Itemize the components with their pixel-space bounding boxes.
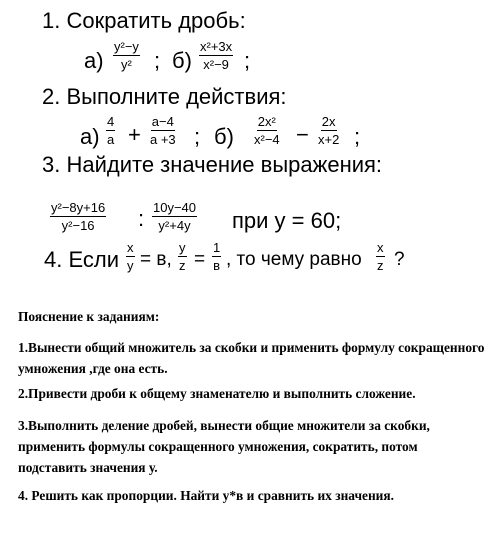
task4-prefix: 4. Если (44, 247, 120, 272)
task2-fraction-4 (318, 114, 339, 147)
task3-fraction-2 (152, 200, 197, 233)
fraction-numerator: x²+3x (200, 39, 233, 54)
fraction-denominator: x+2 (318, 132, 340, 147)
fraction-denominator: в (213, 258, 221, 273)
explanation-item-2: 2.Привести дроби к общему знаменателю и выполнить сложение. (18, 386, 416, 401)
task4-eq2: = (194, 249, 206, 270)
fraction-denominator: z (179, 258, 186, 273)
task1-title: 1. Сократить дробь: (42, 8, 246, 33)
task4-fraction-3 (212, 240, 221, 273)
task4-fraction-1 (126, 240, 135, 273)
explanation-item-1: 1.Вынести общий множитель за скобки и применить формулу сокращенного умножения ,где она есть. (18, 340, 485, 376)
explanation-item-3: 3.Выполнить деление дробей, вынести общие множители за скобки, применить формулы сокращенного умножения, сократить, потом подставить значения у. (18, 418, 430, 475)
task2-fraction-2 (150, 114, 176, 147)
fraction-denominator: a (107, 132, 115, 147)
task2-fraction-1 (106, 114, 115, 147)
task1-fraction-a (113, 39, 140, 72)
task2-end: ; (354, 124, 361, 149)
task1-fraction-b (199, 39, 233, 72)
fraction-denominator: y² (121, 57, 132, 72)
fraction-numerator: x (377, 240, 384, 255)
task2-title: 2. Выполните действия: (42, 84, 287, 109)
task4-eq1: = в, (140, 249, 172, 270)
task4-mid: , то чему равно (226, 249, 362, 270)
task3-fraction-1 (50, 200, 106, 233)
fraction-denominator: x²−4 (254, 132, 280, 147)
fraction-numerator: y²−y (114, 39, 139, 54)
plus-sign: + (128, 122, 141, 147)
fraction-numerator: 2x² (257, 114, 276, 129)
division-sign: : (138, 206, 145, 231)
fraction-numerator: y (179, 240, 186, 255)
fraction-numerator: 10y−40 (153, 200, 197, 215)
fraction-denominator: y (127, 258, 134, 273)
fraction-numerator: 1 (213, 240, 221, 255)
fraction-denominator: y²−16 (61, 218, 95, 233)
fraction-denominator: y²+4y (158, 218, 191, 233)
fraction-denominator: z (377, 258, 384, 273)
fraction-numerator: a−4 (151, 114, 174, 129)
fraction-denominator: x²−9 (203, 57, 229, 72)
task1-end: ; (244, 48, 251, 73)
minus-sign: − (296, 122, 309, 147)
task2-fraction-3 (254, 114, 280, 147)
task2-a-label: а) (80, 124, 100, 149)
fraction-numerator: y²−8y+16 (51, 200, 106, 215)
task3-title: 3. Найдите значение выражения: (42, 152, 383, 177)
task4-fraction-4 (376, 240, 385, 273)
explanation-item-4: 4. Решить как пропорции. Найти у*в и сравнить их значения. (18, 488, 394, 503)
task2-b-label: б) (214, 124, 234, 149)
task4-fraction-2 (178, 240, 187, 273)
task2-separator: ; (194, 124, 201, 149)
fraction-numerator: x (127, 240, 134, 255)
fraction-numerator: 4 (107, 114, 115, 129)
task1-b-label: б) (172, 48, 192, 73)
task1-a-label: а) (84, 48, 104, 73)
task1-separator: ; (154, 48, 161, 73)
task3-condition: при y = 60; (232, 208, 342, 233)
fraction-denominator: a +3 (150, 132, 176, 147)
fraction-numerator: 2x (321, 114, 336, 129)
explanation-heading: Пояснение к заданиям: (18, 309, 160, 324)
task4-end: ? (394, 249, 405, 270)
